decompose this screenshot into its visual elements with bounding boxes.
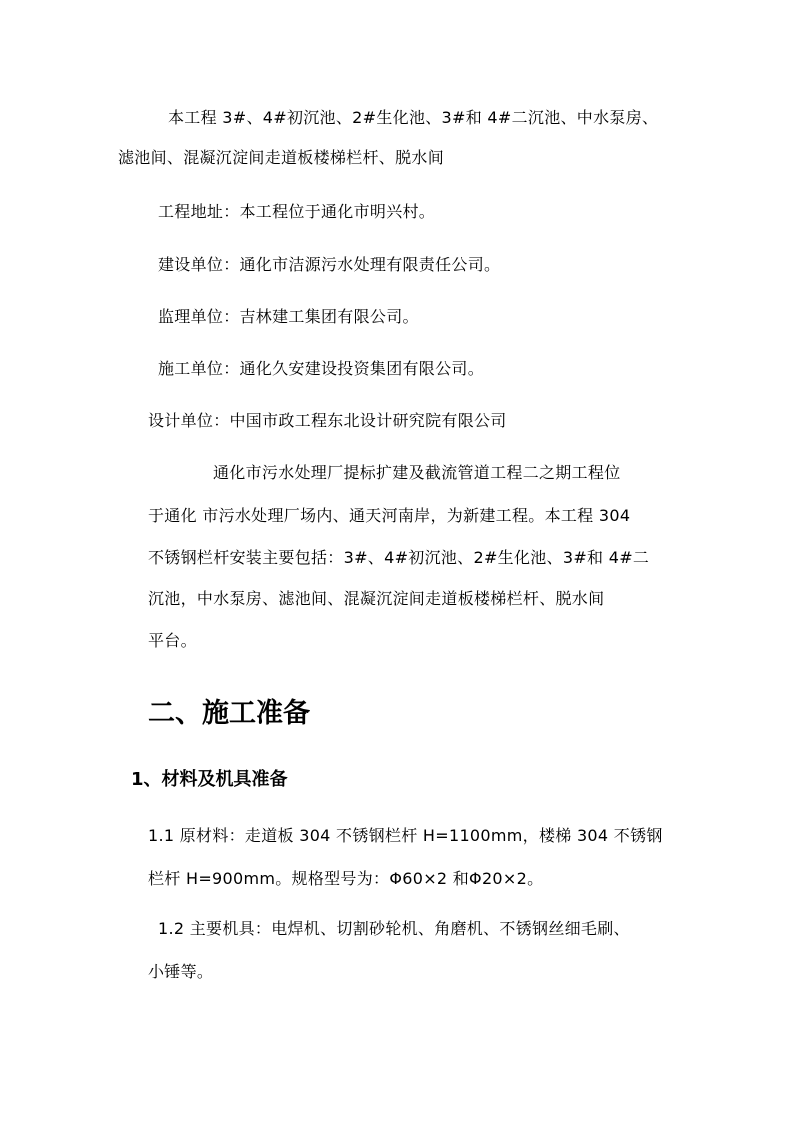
tools-line-1: 1.2 主要机具：电焊机、切割砂轮机、角磨机、不锈钢丝细毛刷、 bbox=[158, 919, 630, 938]
section-heading: 二、施工准备 bbox=[148, 698, 310, 729]
project-supervisor: 监理单位：吉林建工集团有限公司。 bbox=[158, 307, 419, 326]
project-address: 工程地址：本工程位于通化市明兴村。 bbox=[158, 202, 436, 221]
project-owner: 建设单位：通化市洁源污水处理有限责任公司。 bbox=[158, 255, 501, 274]
overview-line-2: 于通化 市污水处理厂场内、通天河南岸，为新建工程。本工程 304 bbox=[148, 506, 631, 525]
intro-line-1: 本工程 3#、4#初沉池、2#生化池、3#和 4#二沉池、中水泵房、 bbox=[168, 108, 659, 127]
subsection-heading: 1、材料及机具准备 bbox=[131, 769, 288, 790]
intro-line-2: 滤池间、混凝沉淀间走道板楼梯栏杆、脱水间 bbox=[118, 148, 445, 167]
overview-line-5: 平台。 bbox=[148, 631, 197, 650]
materials-line-1: 1.1 原材料：走道板 304 不锈钢栏杆 H=1100mm，楼梯 304 不锈钢 bbox=[148, 826, 663, 845]
project-contractor: 施工单位：通化久安建设投资集团有限公司。 bbox=[158, 359, 485, 378]
overview-line-3: 不锈钢栏杆安装主要包括：3#、4#初沉池、2#生化池、3#和 4#二 bbox=[148, 548, 650, 567]
tools-line-2: 小锤等。 bbox=[148, 962, 214, 981]
materials-line-2: 栏杆 H=900mm。规格型号为：Φ60×2 和Φ20×2。 bbox=[148, 869, 544, 888]
project-designer: 设计单位：中国市政工程东北设计研究院有限公司 bbox=[148, 411, 507, 430]
overview-line-4: 沉池，中水泵房、滤池间、混凝沉淀间走道板楼梯栏杆、脱水间 bbox=[148, 589, 605, 608]
overview-line-1: 通化市污水处理厂提标扩建及截流管道工程二之期工程位 bbox=[213, 463, 621, 482]
